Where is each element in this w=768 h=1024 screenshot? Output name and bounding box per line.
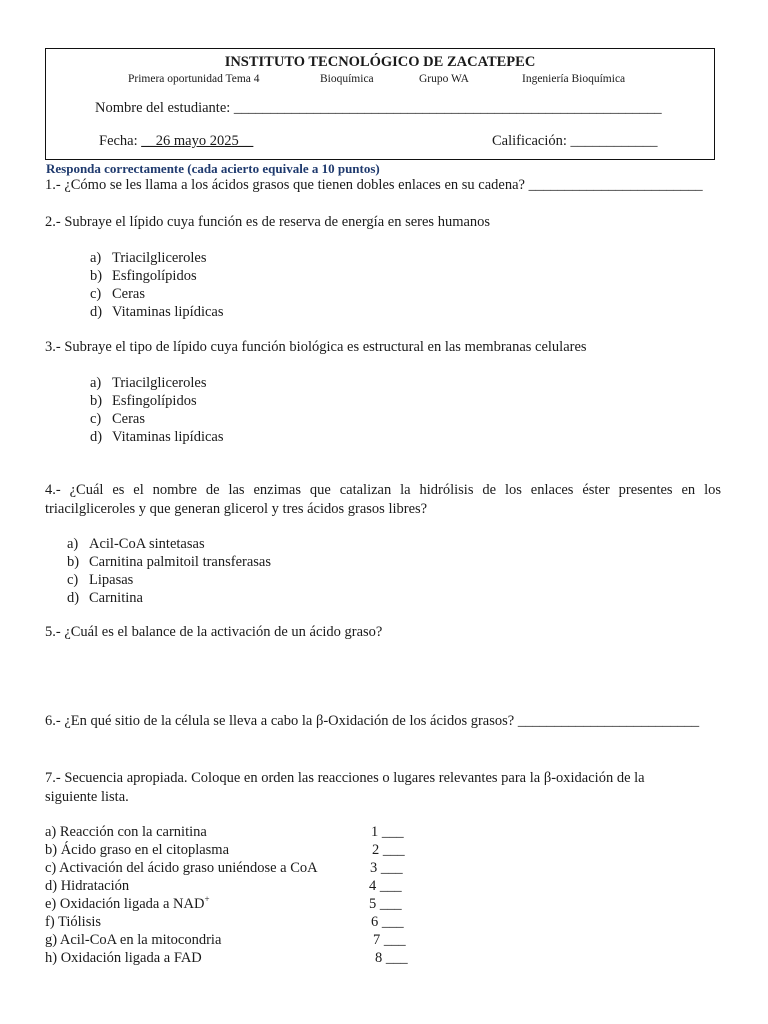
- order-blank[interactable]: 4 ___: [369, 878, 402, 894]
- question-4-line-1: 4.- ¿Cuál es el nombre de las enzimas que catalizan la hidrólisis de los enlaces éster presentes en los: [45, 482, 721, 498]
- exam-career: Ingeniería Bioquímica: [522, 73, 626, 85]
- grade-field[interactable]: Calificación: ____________: [492, 133, 658, 149]
- instructions: Responda correctamente (cada acierto equivale a 10 puntos): [46, 161, 380, 176]
- question-7: [45, 769, 721, 806]
- exam-meta-row: [46, 73, 714, 89]
- question-2: 2.- Subraye el lípido cuya función es de reserva de energía en seres humanos: [45, 214, 491, 230]
- date-label: Fecha:: [99, 133, 142, 149]
- order-blank[interactable]: 6 ___: [371, 914, 404, 930]
- exam-opportunity: Primera oportunidad Tema 4: [128, 73, 260, 85]
- exam-header-box: [45, 48, 715, 160]
- order-blank[interactable]: 8 ___: [375, 950, 408, 966]
- exam-date: [99, 133, 253, 150]
- question-1: 1.- ¿Cómo se les llama a los ácidos grasos que tienen dobles enlaces en su cadena? ________________________: [45, 177, 703, 193]
- order-blank[interactable]: 3 ___: [370, 860, 403, 876]
- date-value: __26 mayo 2025__: [141, 133, 254, 149]
- question-4: [45, 481, 721, 518]
- order-blank[interactable]: 1 ___: [371, 824, 404, 840]
- exam-page: INSTITUTO TECNOLÓGICO DE ZACATEPEC Primera oportunidad Tema 4 Bioquímica Grupo WA Ingeniería Bioquímica Nombre del estudiante: ___________________________________________________________ Fecha: __26 mayo 2025__ Calificación: ____________ Responda correctamente (cada acierto equivale a 10 puntos) 1.- ¿Cómo se les llama a los ácidos grasos que tienen dobles enlaces en su cadena? ________________________ 2.- Subraye el lípido cuya función es de reserva de energía en seres humanos a) Triacilgliceroles b) Esfingolípidos c) Ceras d) Vitaminas lipídicas 3.- Subraye el tipo de lípido cuya función biológica es estructural en las membranas celulares a) Triacilgliceroles b) Esfingolípidos c) Ceras d) Vitaminas lipídicas 4.- ¿Cuál es el nombre de las enzimas que catalizan la hidrólisis de los enlaces éster presentes en los triacilgliceroles y que generan glicerol y tres ácidos grasos libres? a) Acil-CoA sintetasas b) Carnitina palmitoil transferasas c) Lipasas d) Carnitina 5.- ¿Cuál es el balance de la activación de un ácido graso? 6.- ¿En qué sitio de la célula se lleva a cabo la β-Oxidación de los ácidos grasos? _________________________ 7.- Secuencia apropiada. Coloque en orden las reacciones o lugares relevantes para la β-oxidación de la siguiente lista. a) Reacción con la carnitina 1 ___ b) Ácido graso en el citoplasma 2 ___ c) Activación del ácido graso uniéndose a CoA 3 ___ d) Hidratación 4 ___ e) Oxidación ligada a NAD+ 5 ___ f) Tiólisis 6 ___ g) Acil-CoA en la mitocondria 7 ___ h) Oxidación ligada a FAD 8 ___: [0, 0, 768, 1024]
- question-7-line-2: siguiente lista.: [45, 788, 129, 805]
- student-name-field[interactable]: Nombre del estudiante: ___________________________________________________________: [95, 100, 662, 116]
- question-6: 6.- ¿En qué sitio de la célula se lleva a cabo la β-Oxidación de los ácidos grasos? _________________________: [45, 713, 700, 729]
- question-3: 3.- Subraye el tipo de lípido cuya función biológica es estructural en las membranas celulares: [45, 339, 587, 355]
- question-4-line-2: triacilgliceroles y que generan glicerol y tres ácidos grasos libres?: [45, 500, 428, 517]
- order-blank[interactable]: 7 ___: [373, 932, 406, 948]
- exam-group: Grupo WA: [419, 73, 469, 85]
- institute-title: INSTITUTO TECNOLÓGICO DE ZACATEPEC: [224, 54, 536, 70]
- exam-subject: Bioquímica: [320, 73, 374, 85]
- question-7-line-1: 7.- Secuencia apropiada. Coloque en orden las reacciones o lugares relevantes para la β-oxidación de la: [45, 770, 645, 786]
- order-blank[interactable]: 2 ___: [372, 842, 405, 858]
- question-5: 5.- ¿Cuál es el balance de la activación de un ácido graso?: [45, 624, 383, 640]
- order-blank[interactable]: 5 ___: [369, 896, 402, 912]
